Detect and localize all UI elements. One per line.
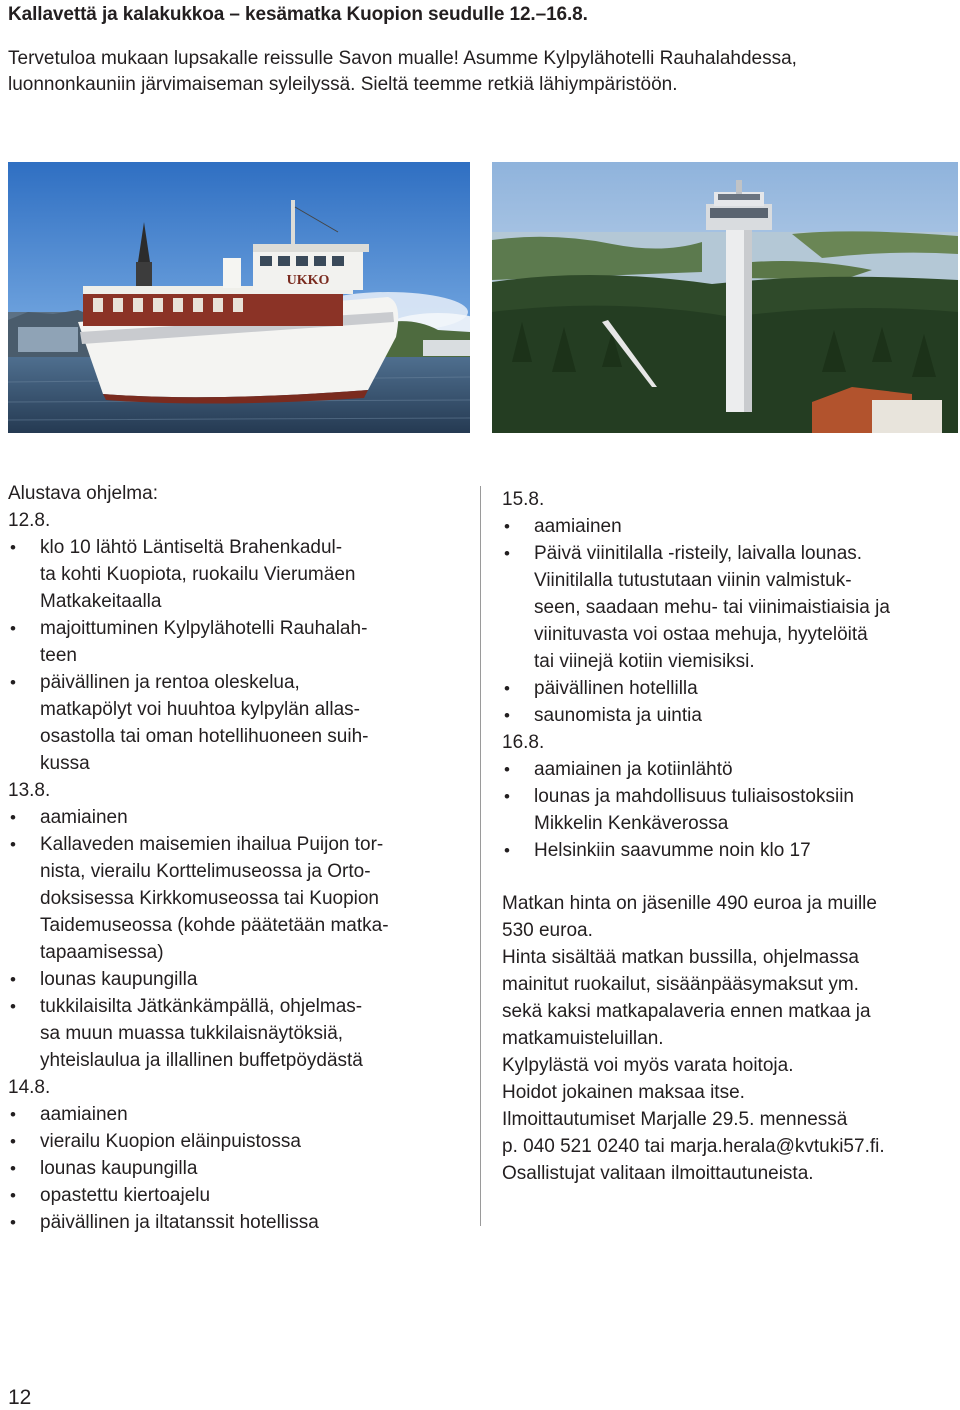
item-line: tapaamisessa) [40, 942, 164, 963]
info-line: Ilmoittautumiset Marjalle 29.5. mennessä [502, 1109, 848, 1130]
steamship-photo [8, 162, 470, 433]
item-line: päivällinen ja rentoa oleskelua, [40, 672, 300, 693]
item-line: doksisessa Kirkkomuseossa tai Kuopion [40, 888, 380, 909]
item-line: päivällinen ja iltatanssit hotellissa [40, 1212, 319, 1233]
program-item [8, 669, 478, 777]
program-item [8, 1182, 478, 1209]
info-line: Osallistujat valitaan ilmoittautuneista. [502, 1163, 814, 1184]
bullet-icon: • [10, 1132, 16, 1151]
item-line: Taidemuseossa (kohde päätetään matka- [40, 915, 389, 936]
day-date: 15.8. [502, 489, 545, 510]
program-item [8, 966, 478, 993]
bullet-icon: • [10, 619, 16, 638]
bullet-icon: • [10, 835, 16, 854]
program-item [502, 702, 958, 729]
intro-line: luonnonkauniin järvimaiseman syleilyssä. Sieltä teemme retkiä lähiympäristöön. [8, 74, 678, 95]
intro-paragraph [8, 46, 948, 98]
program-item [8, 534, 478, 615]
program-left-column [8, 480, 478, 1236]
info-line: Kylpylästä voi myös varata hoitoja. [502, 1055, 794, 1076]
item-line: klo 10 lähtö Läntiseltä Brahenkadul- [40, 537, 343, 558]
program-item [8, 831, 478, 966]
item-line: viinituvasta voi ostaa mehuja, hyytelöitä [534, 624, 868, 645]
boat-name-label: UKKO [286, 273, 330, 288]
bullet-icon: • [10, 997, 16, 1016]
item-line: Mikkelin Kenkäverossa [534, 813, 729, 834]
info-line: matkamuisteluillan. [502, 1028, 664, 1049]
item-line: opastettu kiertoajelu [40, 1185, 211, 1206]
program-item [502, 675, 958, 702]
day-date: 16.8. [502, 732, 545, 753]
bullet-icon: • [504, 517, 510, 536]
intro-line: Tervetuloa mukaan lupsakalle reissulle Savon mualle! Asumme Kylpylähotelli Rauhalahdessa, [8, 48, 797, 69]
day-date: 13.8. [8, 780, 51, 801]
item-line: teen [40, 645, 77, 666]
bullet-icon: • [10, 970, 16, 989]
item-line: saunomista ja uintia [534, 705, 702, 726]
program-item [502, 837, 958, 864]
program-right-column [502, 486, 958, 1187]
item-line: aamiainen [534, 516, 622, 537]
item-line: osastolla tai oman hotellihuoneen suih- [40, 726, 369, 747]
program-item [8, 804, 478, 831]
info-line: Hinta sisältää matkan bussilla, ohjelmassa [502, 947, 859, 968]
item-line: Viinitilalla tutustutaan viinin valmistuk- [534, 570, 852, 591]
page-title: Kallavettä ja kalakukkoa – kesämatka Kuopion seudulle 12.–16.8. [8, 4, 588, 25]
item-line: Kallaveden maisemien ihailua Puijon tor- [40, 834, 384, 855]
item-line: lounas kaupungilla [40, 969, 198, 990]
item-line: aamiainen [40, 807, 128, 828]
info-line: Hoidot jokainen maksaa itse. [502, 1082, 745, 1103]
bullet-icon: • [504, 760, 510, 779]
bullet-icon: • [10, 1105, 16, 1124]
observation-tower-photo [492, 162, 958, 433]
item-line: aamiainen [40, 1104, 128, 1125]
day-date: 14.8. [8, 1077, 51, 1098]
day-date: 12.8. [8, 510, 51, 531]
item-line: yhteislaulua ja illallinen buffetpöydästä [40, 1050, 363, 1071]
item-line: tukkilaisilta Jätkänkämpällä, ohjelmas- [40, 996, 363, 1017]
info-line: Matkan hinta on jäsenille 490 euroa ja muille [502, 893, 877, 914]
info-line: 530 euroa. [502, 920, 593, 941]
column-divider [480, 486, 481, 1226]
item-line: vierailu Kuopion eläinpuistossa [40, 1131, 301, 1152]
program-item [8, 1155, 478, 1182]
item-line: tai viinejä kotiin viemisiksi. [534, 651, 755, 672]
program-item [502, 513, 958, 540]
price-info [502, 890, 958, 1187]
item-line: nista, vierailu Korttelimuseossa ja Orto- [40, 861, 371, 882]
program-heading: Alustava ohjelma: [8, 483, 158, 504]
bullet-icon: • [504, 679, 510, 698]
item-line: Helsinkiin saavumme noin klo 17 [534, 840, 811, 861]
item-line: lounas ja mahdollisuus tuliaisostoksiin [534, 786, 855, 807]
bullet-icon: • [504, 706, 510, 725]
item-line: majoittuminen Kylpylähotelli Rauhalah- [40, 618, 368, 639]
info-line: mainitut ruokailut, sisäänpääsymaksut ym. [502, 974, 859, 995]
info-line: sekä kaksi matkapalaveria ennen matkaa ja [502, 1001, 871, 1022]
item-line: Päivä viinitilalla -risteily, laivalla lounas. [534, 543, 863, 564]
bullet-icon: • [10, 1159, 16, 1178]
program-item [502, 756, 958, 783]
item-line: sa muun muassa tukkilaisnäytöksiä, [40, 1023, 344, 1044]
bullet-icon: • [10, 1186, 16, 1205]
page-number: 12 [8, 1386, 32, 1409]
item-line: aamiainen ja kotiinlähtö [534, 759, 733, 780]
program-item [502, 783, 958, 837]
bullet-icon: • [504, 544, 510, 563]
bullet-icon: • [10, 673, 16, 692]
item-line: seen, saadaan mehu- tai viinimaistiaisia ja [534, 597, 890, 618]
program-item [8, 615, 478, 669]
bullet-icon: • [504, 841, 510, 860]
program-item [8, 1209, 478, 1236]
item-line: matkapölyt voi huuhtoa kylpylän allas- [40, 699, 361, 720]
program-item [8, 993, 478, 1074]
contact-line: p. 040 521 0240 tai marja.herala@kvtuki57.fi. [502, 1136, 885, 1157]
program-item [8, 1128, 478, 1155]
bullet-icon: • [10, 1213, 16, 1232]
bullet-icon: • [504, 787, 510, 806]
item-line: Matkakeitaalla [40, 591, 162, 612]
program-item [502, 540, 958, 675]
bullet-icon: • [10, 808, 16, 827]
bullet-icon: • [10, 538, 16, 557]
item-line: lounas kaupungilla [40, 1158, 198, 1179]
program-item [8, 1101, 478, 1128]
item-line: päivällinen hotellilla [534, 678, 698, 699]
item-line: ta kohti Kuopiota, ruokailu Vierumäen [40, 564, 356, 585]
item-line: kussa [40, 753, 90, 774]
